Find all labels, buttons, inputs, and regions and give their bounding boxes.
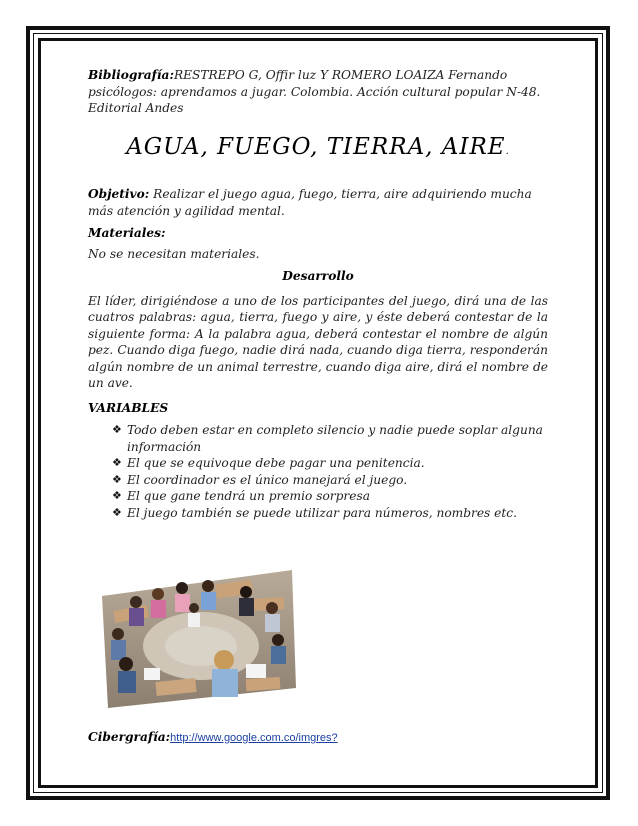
materials-text: No se necesitan materiales. <box>88 246 260 261</box>
cibergrafia-line <box>88 730 338 744</box>
diamond-bullet-icon: ❖ <box>112 489 122 502</box>
development-text: El líder, dirigiéndose a uno de los participantes del juego, dirá una de las cuatros palabras: agua, tierra, fuego y aire, y éste deberá contestar de la siguiente forma: A la palabra agua, deberá contestar el nombre de algún pez. Cuando diga fuego, nadie dirá nada, cuando diga tierra, responderán algún nombre de un animal terrestre, cuando diga aire, dirá el nombre de un ave. <box>88 293 548 390</box>
list-item <box>112 455 548 472</box>
bibliography-paragraph <box>88 67 548 117</box>
list-item <box>112 472 548 489</box>
page-title <box>88 133 548 161</box>
diamond-bullet-icon: ❖ <box>112 472 122 486</box>
cibergrafia-label: Cibergrafía: <box>88 730 171 744</box>
variables-label: VARIABLES <box>88 400 169 415</box>
diamond-bullet-icon: ❖ <box>112 423 122 436</box>
objective-paragraph <box>88 186 548 219</box>
variables-list <box>88 422 548 521</box>
title-text: AGUA, FUEGO, TIERRA, AIRE <box>126 133 506 160</box>
bibliography-label: Bibliografía: <box>88 68 174 82</box>
development-heading: Desarrollo <box>282 269 354 283</box>
bibliography-text: RESTREPO G, Offir luz Y ROMERO LOAIZA Fernando psicólogos: aprendamos a jugar. Colombia. Acción cultural popular N-48. Editorial Andes <box>88 68 541 115</box>
list-item <box>112 488 548 505</box>
objective-text: Realizar el juego agua, fuego, tierra, aire adquiriendo mucha más atención y agilidad mental. <box>88 187 532 218</box>
diamond-bullet-icon: ❖ <box>112 505 122 519</box>
list-item-text: El que gane tendrá un premio sorpresa <box>127 489 370 503</box>
list-item-text: El que se equivoque debe pagar una penitencia. <box>127 456 425 470</box>
list-item-text: Todo deben estar en completo silencio y nadie puede soplar alguna información <box>127 423 543 454</box>
document-body <box>88 67 548 521</box>
list-item-text: El juego también se puede utilizar para números, nombres etc. <box>127 505 517 520</box>
list-item-text: El coordinador es el único manejará el juego. <box>127 472 408 487</box>
list-item <box>112 505 548 522</box>
list-item <box>112 422 548 455</box>
materials-label: Materiales: <box>88 226 166 240</box>
title-suffix: . <box>505 145 510 157</box>
cibergrafia-link[interactable]: http://www.google.com.co/imgres? <box>170 732 338 744</box>
diamond-bullet-icon: ❖ <box>112 456 122 469</box>
students-circle-photo <box>96 568 298 710</box>
objective-label: Objetivo: <box>88 187 150 201</box>
